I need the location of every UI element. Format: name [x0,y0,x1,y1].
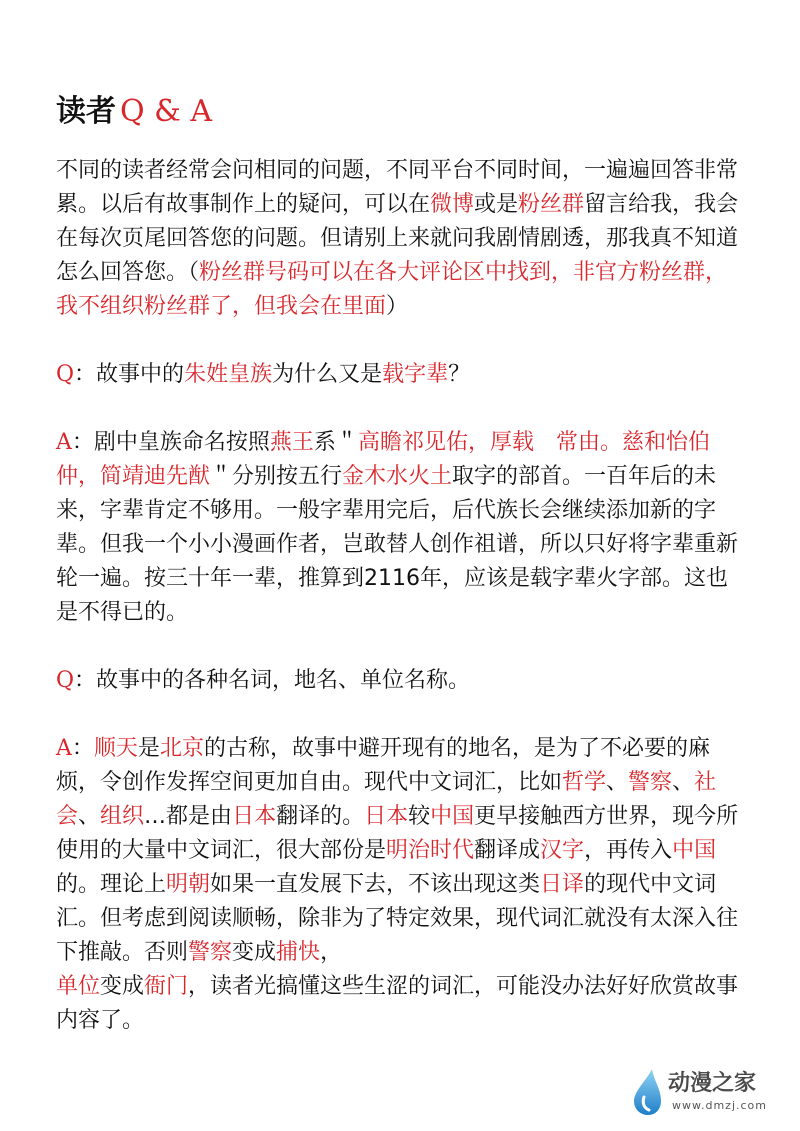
question-marker: Q [56,362,75,387]
text-run: 翻译成 [474,838,541,863]
highlighted-term: 日译 [540,872,585,897]
text-run: 不同的读者经常会问相同的问题，不同平台不同时间，一遍遍回答非常累。以后有故事制作上的疑问，可以在 [56,158,739,217]
highlighted-term: 高瞻祁见佑，厚载 常由。慈和怡伯仲，简靖迪先猷 [56,430,710,489]
question-marker: Q [56,668,75,693]
text-run: ） [386,294,409,319]
highlighted-term: 微博 [430,192,475,217]
answer-marker: A [56,736,72,761]
answer-marker: A [56,430,72,455]
answer-text [56,430,738,625]
highlighted-term: 警察 [188,940,233,965]
highlighted-term: 组织 [100,804,145,829]
question-2 [56,664,740,698]
qa-content [56,154,740,1038]
answer-1 [56,426,740,630]
highlighted-term: 明朝 [166,872,211,897]
text-run: 变成 [100,974,145,999]
text-run: 或是 [474,192,519,217]
text-run: 翻译的。 [276,804,365,829]
text-run: ，读者光搞懂这些生涩的词汇，可能没办法好好欣赏故事内容了。 [56,974,739,1033]
text-run: ：故事中的 [74,362,185,387]
text-run: ，再传入 [584,838,673,863]
droplet-logo-icon [626,1067,666,1117]
text-run: 如果一直发展下去，不该出现这类 [210,872,541,897]
highlighted-term: 哲学 [562,770,607,795]
text-run: 系＂ [313,430,358,455]
highlighted-term: 顺天 [93,736,138,761]
text-run: ：故事中的各种名词，地名、单位名称。 [74,668,471,693]
highlighted-term: 警察 [628,770,673,795]
highlighted-term: 捕快 [276,940,321,965]
page-title-qa: Q & A [120,94,213,129]
highlighted-term: 明治时代 [386,838,475,863]
text-run: 、 [78,804,101,829]
text-run: 较 [408,804,431,829]
text-run: 留言给我，我会在每次页尾回答您的问题。但请别上来就问我剧情剧透，那我真不知道怎么回答您。（ [56,192,739,285]
question-text [74,668,470,693]
highlighted-term: 中国 [672,838,717,863]
intro-paragraph [56,154,740,324]
text-run: 、 [672,770,695,795]
text-run: ＂分别按五行 [210,464,343,489]
highlighted-term: 衙门 [144,974,189,999]
highlighted-term: 日本 [232,804,277,829]
text-run: 为什么又是 [272,362,383,387]
text-run: 的现代中文词汇。但考虑到阅读顺畅，除非为了特定效果，现代词汇就没有太深入往下推敲。否则 [56,872,739,965]
page-title [56,92,212,132]
highlighted-term: 日本 [364,804,409,829]
question-1 [56,358,740,392]
page-title-main: 读者 [56,94,116,129]
text-run: 是 [137,736,160,761]
text-run: ， [320,940,343,965]
question-text [74,362,470,387]
highlighted-term: 金木水火土 [342,464,453,489]
text-run: ： [71,736,94,761]
text-run: 、 [606,770,629,795]
text-run: 的。理论上 [56,872,167,897]
text-run: …都是由 [144,804,233,829]
highlighted-term: 北京 [159,736,204,761]
watermark-url: www.dmzj.com [672,1099,767,1112]
site-watermark [626,1067,786,1117]
text-run: ？ [448,362,471,387]
highlighted-term: 中国 [430,804,475,829]
highlighted-term: 汉字 [540,838,585,863]
watermark-name: 动漫之家 [668,1071,757,1096]
highlighted-term: 载字辈 [382,362,449,387]
answer-text [56,736,738,1033]
highlighted-term: 社会 [56,770,717,829]
highlighted-term: 粉丝群 [518,192,585,217]
highlighted-term: 燕王 [269,430,314,455]
highlighted-term: 单位 [56,974,101,999]
text-run: 更早接触西方世界，现今所使用的大量中文词汇，很大部份是 [56,804,739,863]
text-run: ：剧中皇族命名按照 [71,430,270,455]
answer-2 [56,732,740,1038]
highlighted-term: 粉丝群号码可以在各大评论区中找到，非官方粉丝群，我不组织粉丝群了，但我会在里面 [56,260,728,319]
highlighted-term: 朱姓皇族 [184,362,273,387]
text-run: 的古称，故事中避开现有的地名，是为了不必要的麻烦，令创作发挥空间更加自由。现代中文词汇，比如 [56,736,710,795]
text-run: 取字的部首。一百年后的未来，字辈肯定不够用。一般字辈用完后，后代族长会继续添加新的字辈。但我一个小小漫画作者，岂敢替人创作祖谱，所以只好将字辈重新轮一遍。按三十年一辈，推算到2116年，应该是载字辈火字部。这也是不得已的。 [56,464,739,625]
text-run: 变成 [232,940,277,965]
